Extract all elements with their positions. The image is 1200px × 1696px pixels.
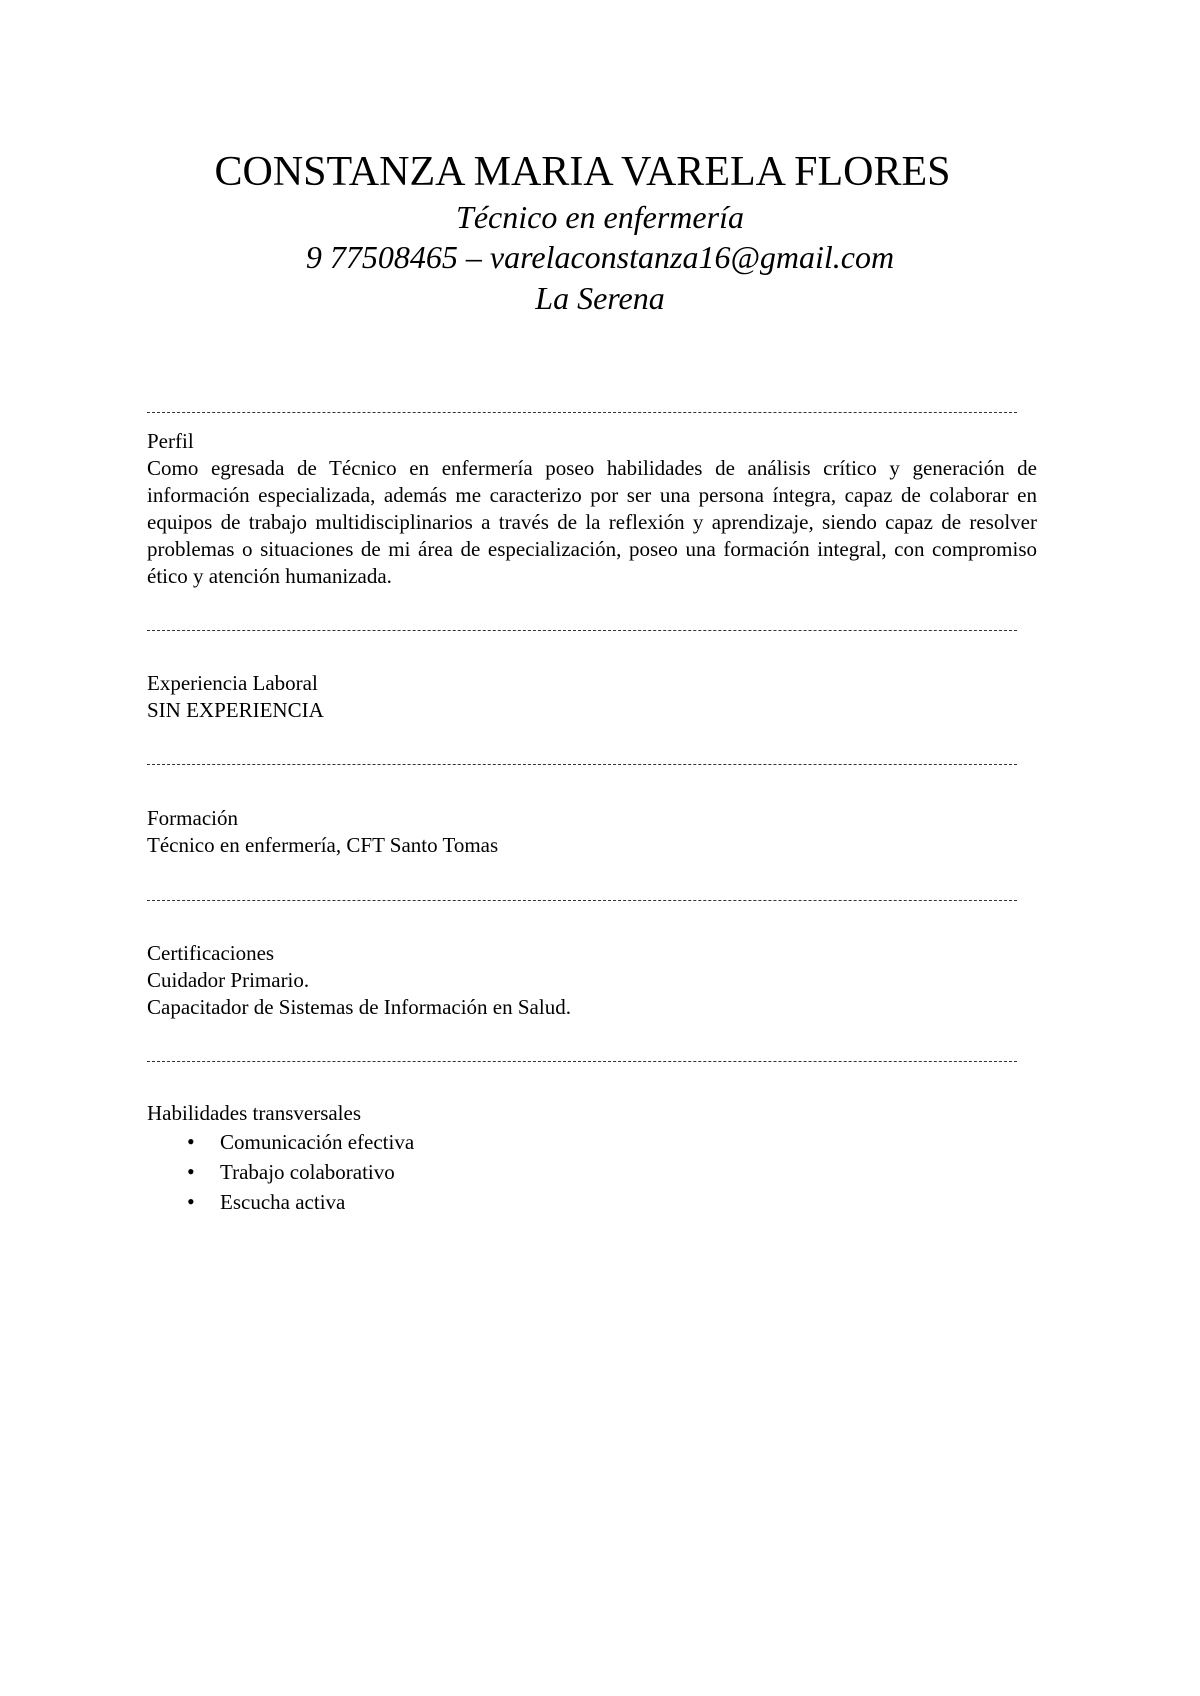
perfil-title: Perfil bbox=[147, 429, 194, 453]
section-perfil bbox=[147, 428, 1037, 590]
bullet-icon: • bbox=[187, 1129, 195, 1154]
experiencia-title: Experiencia Laboral bbox=[147, 671, 318, 695]
bullet-icon: • bbox=[187, 1159, 195, 1184]
candidate-contact: 9 77508465 – varelaconstanza16@gmail.com bbox=[305, 239, 895, 275]
habilidades-list bbox=[147, 1127, 1037, 1217]
section-experiencia bbox=[147, 670, 1037, 724]
candidate-city: La Serena bbox=[535, 280, 665, 316]
section-certificaciones bbox=[147, 940, 1037, 1021]
section-divider bbox=[147, 1061, 1017, 1062]
certificacion-item: Capacitador de Sistemas de Información en Salud. bbox=[147, 995, 571, 1019]
list-item bbox=[147, 1127, 1037, 1157]
section-habilidades bbox=[147, 1100, 1037, 1217]
section-formacion bbox=[147, 805, 1037, 859]
formacion-title: Formación bbox=[147, 806, 238, 830]
certificacion-item: Cuidador Primario. bbox=[147, 968, 310, 992]
habilidad-label: Comunicación efectiva bbox=[220, 1130, 415, 1154]
perfil-text: Como egresada de Técnico en enfermería poseo habilidades de análisis crítico y generación de información especializada, además me caracterizo por ser una persona íntegra, capaz de colaborar en equipos de trabajo multidisciplinarios a través de la reflexión y aprendizaje, siendo capaz de resolver problemas o situaciones de mi área de especialización, poseo una formación integral, con compromiso ético y atención humanizada. bbox=[147, 456, 1037, 588]
section-divider bbox=[147, 630, 1017, 631]
list-item bbox=[147, 1157, 1037, 1187]
list-item bbox=[147, 1187, 1037, 1217]
habilidad-label: Escucha activa bbox=[220, 1190, 346, 1214]
habilidad-label: Trabajo colaborativo bbox=[220, 1160, 395, 1184]
section-divider bbox=[147, 764, 1017, 765]
certificaciones-title: Certificaciones bbox=[147, 941, 275, 965]
section-divider bbox=[147, 412, 1017, 413]
habilidades-title: Habilidades transversales bbox=[147, 1101, 362, 1125]
candidate-name: CONSTANZA MARIA VARELA FLORES bbox=[214, 149, 951, 195]
candidate-role: Técnico en enfermería bbox=[456, 199, 744, 235]
experiencia-text: SIN EXPERIENCIA bbox=[147, 698, 324, 722]
section-divider bbox=[147, 900, 1017, 901]
formacion-text: Técnico en enfermería, CFT Santo Tomas bbox=[147, 833, 499, 857]
bullet-icon: • bbox=[187, 1189, 195, 1214]
